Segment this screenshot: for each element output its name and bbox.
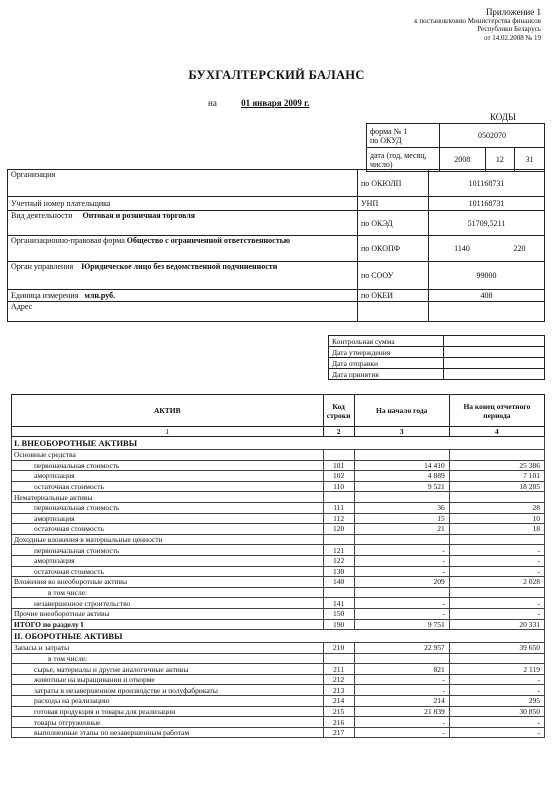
approval-date-label: Дата утверждения [329, 347, 444, 358]
col-number: 2 [323, 427, 354, 437]
row-start-value: - [354, 727, 449, 738]
row-name: первоначальная стоимость [12, 545, 324, 556]
org-code-label: по ОКЕИ [358, 290, 429, 302]
row-code: 130 [323, 566, 354, 577]
org-row [8, 302, 545, 322]
org-value: млн.руб. [84, 291, 116, 300]
form-codes-table [366, 123, 545, 172]
row-start-value: 15 [354, 513, 449, 524]
table-row [12, 566, 545, 577]
org-label-text: Орган управления [11, 262, 74, 271]
org-row [8, 262, 545, 290]
control-sum-label: Контрольная сумма [329, 336, 444, 347]
row-end-value: 18 [449, 524, 544, 535]
row-name: амортизация [12, 513, 324, 524]
row-start-value [354, 653, 449, 664]
row-name: Нематериальные активы [12, 492, 324, 503]
row-end-value: - [449, 608, 544, 619]
row-code: 111 [323, 502, 354, 513]
balance-table [11, 394, 545, 738]
row-code: 112 [323, 513, 354, 524]
table-row [12, 513, 545, 524]
appendix-line2: Республики Беларусь [477, 25, 541, 33]
row-code: 216 [323, 717, 354, 728]
row-end-value: - [449, 545, 544, 556]
row-end-value: 2 028 [449, 577, 544, 588]
col-header-asset: АКТИВ [12, 395, 324, 427]
row-end-value: 20 331 [449, 619, 544, 630]
org-label [8, 262, 358, 290]
date-prefix: на [208, 98, 217, 108]
row-start-value: 36 [354, 502, 449, 513]
row-name: животные на выращивании и откорме [12, 674, 324, 685]
row-name: товары отгруженные [12, 717, 324, 728]
sent-date-label: Дата отправки [329, 358, 444, 369]
row-name: амортизация [12, 471, 324, 482]
row-name: Прочие внеоборотные активы [12, 608, 324, 619]
table-row [12, 502, 545, 513]
row-code: 141 [323, 598, 354, 609]
row-end-value: 25 386 [449, 460, 544, 471]
row-start-value: - [354, 545, 449, 556]
table-row [12, 545, 545, 556]
control-table [328, 335, 545, 380]
date-row-label: дата (год, месяц, число) [367, 148, 440, 172]
row-start-value: - [354, 674, 449, 685]
row-start-value: - [354, 608, 449, 619]
approval-date-value [444, 347, 545, 358]
sent-date-value [444, 358, 545, 369]
table-row [12, 717, 545, 728]
row-start-value: 21 [354, 524, 449, 535]
row-start-value [354, 534, 449, 545]
org-code-label: по СООУ [358, 262, 429, 290]
row-code: 120 [323, 524, 354, 535]
row-end-value [449, 450, 544, 461]
row-name: Вложения во внеоборотные активы [12, 577, 324, 588]
row-name: остаточная стоимость [12, 566, 324, 577]
row-code: 210 [323, 643, 354, 654]
row-name: остаточная стоимость [12, 524, 324, 535]
received-date-label: Дата принятия [329, 369, 444, 380]
section-title: II. ОБОРОТНЫЕ АКТИВЫ [12, 630, 545, 643]
appendix-line3: от 14.02.2008 № 19 [484, 33, 541, 42]
col-header-end: На конец отчетного периода [449, 395, 544, 427]
row-code: 150 [323, 608, 354, 619]
row-code [323, 534, 354, 545]
column-numbers-row [12, 427, 545, 437]
row-name: готовая продукция и товары для реализации [12, 706, 324, 717]
row-end-value [449, 492, 544, 503]
row-code: 190 [323, 619, 354, 630]
org-code: 51709,5211 [429, 211, 545, 236]
row-name: Основные средства [12, 450, 324, 461]
row-start-value [354, 492, 449, 503]
row-end-value: - [449, 717, 544, 728]
row-name: амортизация [12, 555, 324, 566]
row-start-value: 21 839 [354, 706, 449, 717]
row-end-value: 10 [449, 513, 544, 524]
table-row [12, 481, 545, 492]
row-end-value [449, 653, 544, 664]
row-start-value: 4 889 [354, 471, 449, 482]
row-code: 212 [323, 674, 354, 685]
document-title: БУХГАЛТЕРСКИЙ БАЛАНС [188, 68, 365, 82]
table-row [12, 653, 545, 664]
org-label: Учетный номер плательщика [8, 197, 358, 211]
row-end-value: - [449, 566, 544, 577]
org-value: Общество с ограниченной ответственностью [126, 236, 290, 245]
table-row [12, 706, 545, 717]
date-day: 31 [515, 148, 545, 172]
row-start-value: 14 410 [354, 460, 449, 471]
org-value: Юридическое лицо без ведомственной подчиненности [81, 262, 278, 271]
row-name: первоначальная стоимость [12, 502, 324, 513]
row-start-value: - [354, 598, 449, 609]
table-row [12, 674, 545, 685]
table-row [12, 492, 545, 503]
row-code: 214 [323, 696, 354, 707]
row-code: 101 [323, 460, 354, 471]
org-row [8, 290, 545, 302]
row-name: ИТОГО по разделу I [12, 619, 324, 630]
org-label [8, 170, 358, 197]
row-end-value: - [449, 685, 544, 696]
section-header-row [12, 437, 545, 450]
row-start-value: - [354, 717, 449, 728]
row-end-value: 28 [449, 502, 544, 513]
org-row [8, 236, 545, 262]
row-name: затраты в незавершенном производстве и полуфабрикаты [12, 685, 324, 696]
appendix-note [414, 8, 541, 42]
col-header-start: На начало года [354, 395, 449, 427]
row-name: первоначальная стоимость [12, 460, 324, 471]
org-label-text: Организационно-правовая форма [11, 236, 125, 245]
appendix-line1: к постановлению Министерства финансов [414, 16, 541, 25]
row-end-value: - [449, 598, 544, 609]
org-label [8, 211, 358, 236]
forma-label-text: форма № 1 по ОКУД [370, 126, 408, 145]
row-end-value: - [449, 555, 544, 566]
section-header-row [12, 630, 545, 643]
row-code: 122 [323, 555, 354, 566]
row-end-value: - [449, 674, 544, 685]
row-end-value: 30 850 [449, 706, 544, 717]
org-label-text: Вид деятельности [11, 211, 73, 220]
table-row [12, 696, 545, 707]
row-code: 102 [323, 471, 354, 482]
row-end-value: 7 101 [449, 471, 544, 482]
row-start-value: 821 [354, 664, 449, 675]
table-row [12, 598, 545, 609]
org-code-label: по ОКЭД [358, 211, 429, 236]
date-month: 12 [485, 148, 515, 172]
row-name: незавершенное строительство [12, 598, 324, 609]
row-start-value: 9 521 [354, 481, 449, 492]
col-number: 1 [12, 427, 324, 437]
org-label-text: Единица измерения [11, 291, 79, 300]
table-row [12, 577, 545, 588]
row-start-value [354, 587, 449, 598]
row-code [323, 653, 354, 664]
row-code: 140 [323, 577, 354, 588]
org-code: 408 [429, 290, 545, 302]
row-name: в том числе: [12, 653, 324, 664]
row-start-value: - [354, 555, 449, 566]
org-code-2: 220 [495, 236, 545, 262]
appendix-title: Приложение 1 [485, 7, 541, 17]
row-code: 121 [323, 545, 354, 556]
org-code-label: по ОКЮЛП [358, 170, 429, 197]
table-row [12, 450, 545, 461]
row-end-value: 18 285 [449, 481, 544, 492]
org-value: Оптовая и розничная торговля [82, 211, 196, 220]
forma-code: 0502070 [440, 124, 545, 148]
section-title: I. ВНЕОБОРОТНЫЕ АКТИВЫ [12, 437, 545, 450]
table-row [12, 524, 545, 535]
row-start-value: - [354, 566, 449, 577]
table-row [12, 555, 545, 566]
table-row [12, 460, 545, 471]
org-label-text: Организация [11, 170, 56, 179]
row-end-value: 2 119 [449, 664, 544, 675]
org-label [8, 290, 358, 302]
row-name: выполненные этапы по незавершенным работам [12, 727, 324, 738]
row-code [323, 492, 354, 503]
col-number: 3 [354, 427, 449, 437]
row-code: 217 [323, 727, 354, 738]
codes-header: КОДЫ [490, 112, 516, 122]
report-date-line [208, 98, 309, 108]
org-row [8, 170, 545, 197]
org-code-label: УНП [358, 197, 429, 211]
row-start-value: 22 957 [354, 643, 449, 654]
table-header-row [12, 395, 545, 427]
org-code-label [358, 302, 429, 322]
table-row [12, 608, 545, 619]
table-row [12, 619, 545, 630]
organization-table [7, 169, 545, 322]
org-row [8, 197, 545, 211]
org-code: 99000 [429, 262, 545, 290]
row-code: 211 [323, 664, 354, 675]
row-code [323, 587, 354, 598]
org-label: Адрес [8, 302, 358, 322]
col-number: 4 [449, 427, 544, 437]
org-code [429, 302, 545, 322]
org-code: 101168731 [429, 197, 545, 211]
date-year: 2008 [440, 148, 486, 172]
row-code [323, 450, 354, 461]
row-end-value: 295 [449, 696, 544, 707]
row-start-value: 209 [354, 577, 449, 588]
row-start-value [354, 450, 449, 461]
org-row [8, 211, 545, 236]
control-sum-value [444, 336, 545, 347]
org-code: 1140 [429, 236, 496, 262]
org-label [8, 236, 358, 262]
table-row [12, 587, 545, 598]
org-code-label: по ОКОПФ [358, 236, 429, 262]
row-end-value: 39 650 [449, 643, 544, 654]
row-end-value: - [449, 727, 544, 738]
row-name: Доходные вложения в материальные ценности [12, 534, 324, 545]
row-name: остаточная стоимость [12, 481, 324, 492]
row-name: Запасы и затраты [12, 643, 324, 654]
row-name: в том числе: [12, 587, 324, 598]
row-name: сырье, материалы и другие аналогичные активы [12, 664, 324, 675]
table-row [12, 727, 545, 738]
row-code: 213 [323, 685, 354, 696]
row-start-value: - [354, 685, 449, 696]
org-code: 101168731 [429, 170, 545, 197]
row-end-value [449, 534, 544, 545]
balance-rows [12, 437, 545, 738]
table-row [12, 534, 545, 545]
report-date: 01 января 2009 г. [241, 98, 310, 108]
row-code: 215 [323, 706, 354, 717]
col-header-code: Код строки [323, 395, 354, 427]
table-row [12, 685, 545, 696]
received-date-value [444, 369, 545, 380]
row-start-value: 214 [354, 696, 449, 707]
row-start-value: 9 751 [354, 619, 449, 630]
row-end-value [449, 587, 544, 598]
table-row [12, 664, 545, 675]
table-row [12, 643, 545, 654]
forma-label [367, 124, 440, 148]
row-name: расходы на реализацию [12, 696, 324, 707]
table-row [12, 471, 545, 482]
row-code: 110 [323, 481, 354, 492]
